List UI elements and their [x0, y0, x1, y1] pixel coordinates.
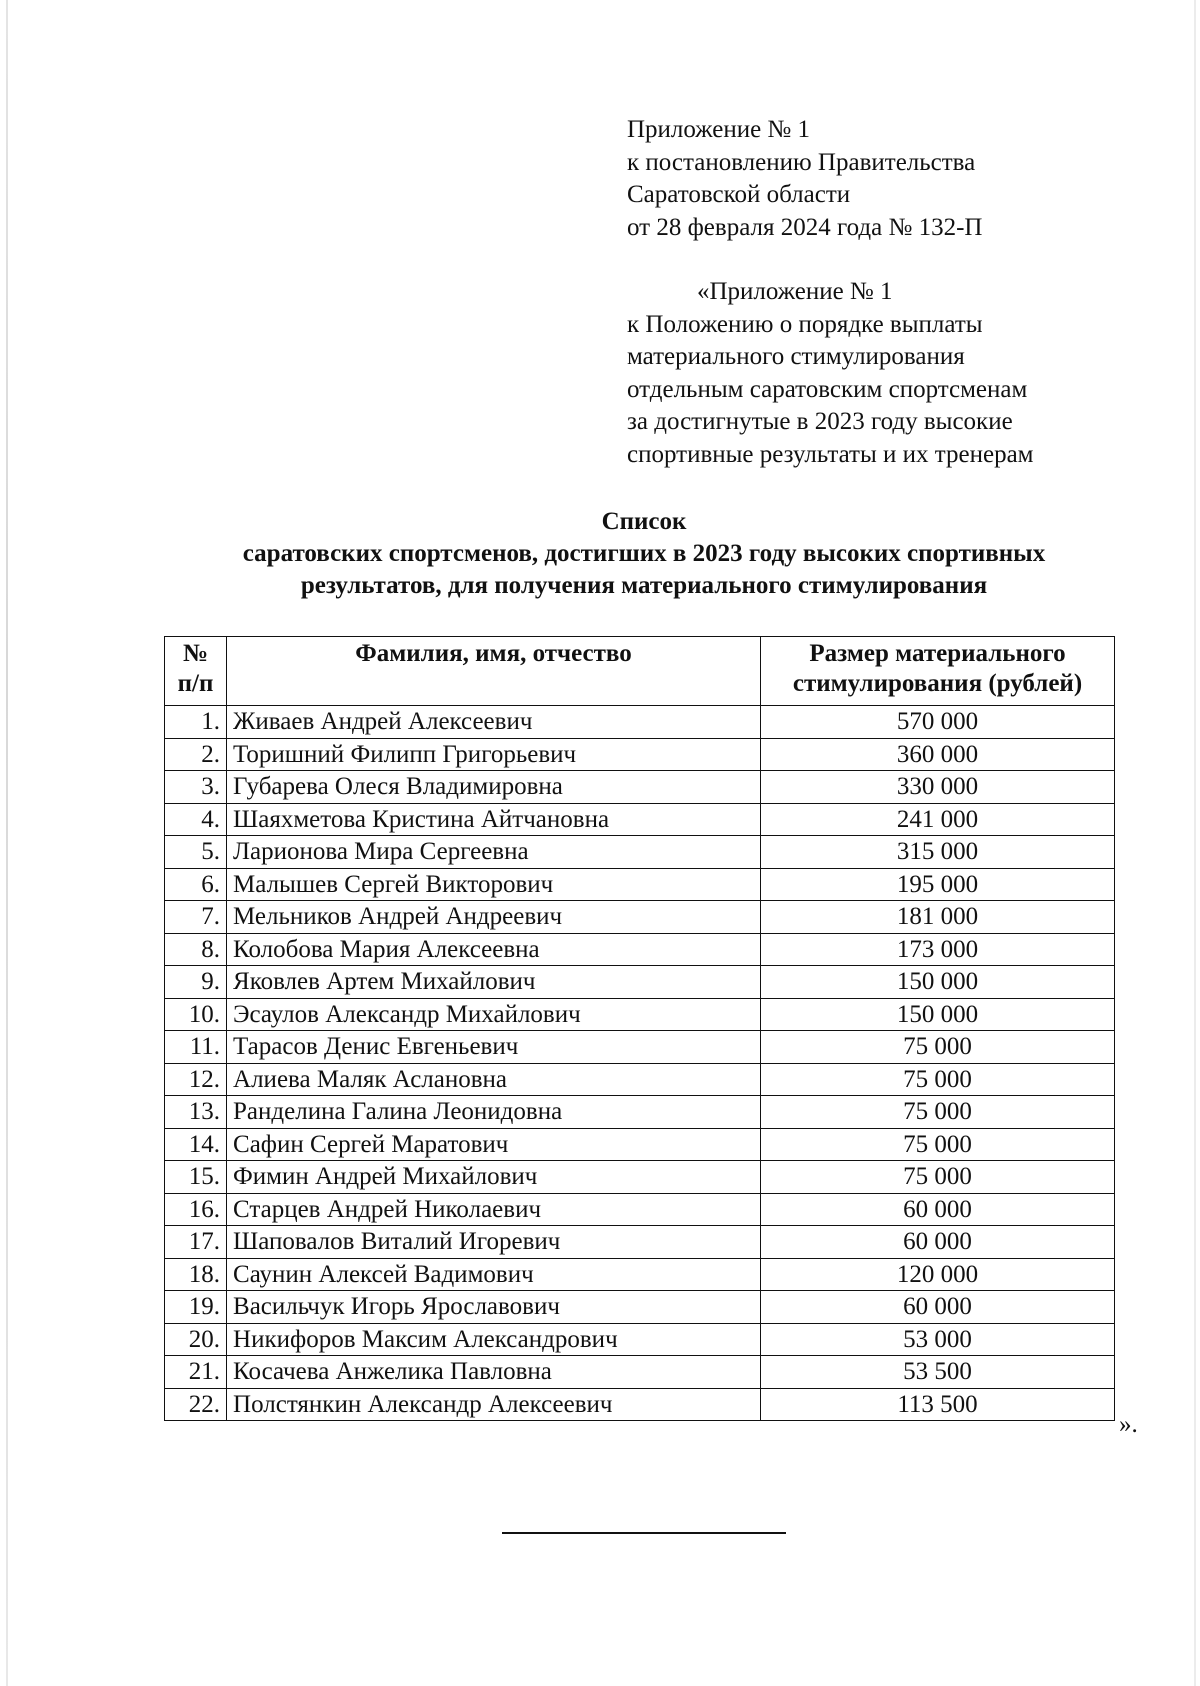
athlete-name: Яковлев Артем Михайлович [227, 966, 761, 999]
award-amount: 195 000 [761, 868, 1115, 901]
header-amount [761, 637, 1115, 706]
header-name-label: Фамилия, имя, отчество [355, 640, 632, 667]
scan-edge-left [6, 0, 8, 1686]
row-number: 10. [165, 998, 227, 1031]
row-number: 4. [165, 803, 227, 836]
table-body [165, 706, 1115, 1421]
award-amount: 570 000 [761, 706, 1115, 739]
row-number: 2. [165, 738, 227, 771]
athlete-name: Шаповалов Виталий Игоревич [227, 1226, 761, 1259]
award-amount: 120 000 [761, 1258, 1115, 1291]
award-amount: 60 000 [761, 1291, 1115, 1324]
table-row [165, 868, 1115, 901]
athlete-name: Шаяхметова Кристина Айтчановна [227, 803, 761, 836]
row-number: 5. [165, 836, 227, 869]
row-number: 16. [165, 1193, 227, 1226]
award-amount: 150 000 [761, 966, 1115, 999]
award-amount: 75 000 [761, 1161, 1115, 1194]
row-number: 1. [165, 706, 227, 739]
award-amount: 360 000 [761, 738, 1115, 771]
appendix-line: Саратовской области [627, 181, 851, 208]
row-number: 12. [165, 1063, 227, 1096]
award-amount: 315 000 [761, 836, 1115, 869]
table-row [165, 1096, 1115, 1129]
header-number-line1: № [182, 640, 209, 667]
regulation-appendix-line: отдельным саратовским спортсменам [627, 375, 1028, 403]
athlete-name: Фимин Андрей Михайлович [227, 1161, 761, 1194]
award-amount: 150 000 [761, 998, 1115, 1031]
regulation-appendix-line: к Положению о порядке выплаты [627, 310, 983, 338]
table-row [165, 1226, 1115, 1259]
document-title [0, 506, 1200, 602]
row-number: 11. [165, 1031, 227, 1064]
award-amount: 60 000 [761, 1226, 1115, 1259]
regulation-appendix-line: спортивные результаты и их тренерам [627, 440, 1034, 468]
award-amount: 75 000 [761, 1063, 1115, 1096]
athlete-name: Мельников Андрей Андреевич [227, 901, 761, 934]
athlete-name: Торишний Филипп Григорьевич [227, 738, 761, 771]
athlete-name: Сафин Сергей Маратович [227, 1128, 761, 1161]
regulation-appendix-line: за достигнутые в 2023 году высокие [627, 408, 1013, 435]
regulation-appendix-header [627, 276, 1033, 471]
row-number: 20. [165, 1323, 227, 1356]
table-row [165, 738, 1115, 771]
table-row [165, 966, 1115, 999]
athlete-name: Васильчук Игорь Ярославович [227, 1291, 761, 1324]
award-amount: 75 000 [761, 1096, 1115, 1129]
header-number [165, 637, 227, 706]
award-amount: 330 000 [761, 771, 1115, 804]
table-row [165, 1161, 1115, 1194]
row-number: 21. [165, 1356, 227, 1389]
row-number: 7. [165, 901, 227, 934]
row-number: 9. [165, 966, 227, 999]
table-row [165, 1356, 1115, 1389]
row-number: 22. [165, 1388, 227, 1421]
athlete-name: Колобова Мария Алексеевна [227, 933, 761, 966]
athlete-name: Саунин Алексей Вадимович [227, 1258, 761, 1291]
award-amount: 241 000 [761, 803, 1115, 836]
table-row [165, 901, 1115, 934]
athlete-name: Тарасов Денис Евгеньевич [227, 1031, 761, 1064]
header-number-line2: п/п [177, 670, 214, 697]
bottom-rule [502, 1532, 786, 1534]
row-number: 17. [165, 1226, 227, 1259]
table-row [165, 1291, 1115, 1324]
row-number: 19. [165, 1291, 227, 1324]
table-row [165, 836, 1115, 869]
table-row [165, 706, 1115, 739]
athlete-name: Полстянкин Александр Алексеевич [227, 1388, 761, 1421]
table-row [165, 1323, 1115, 1356]
award-amount: 75 000 [761, 1128, 1115, 1161]
award-amount: 75 000 [761, 1031, 1115, 1064]
table-row [165, 1388, 1115, 1421]
athlete-name: Алиева Маляк Аслановна [227, 1063, 761, 1096]
header-name [227, 637, 761, 706]
row-number: 13. [165, 1096, 227, 1129]
table-row [165, 1128, 1115, 1161]
table-row [165, 1031, 1115, 1064]
row-number: 15. [165, 1161, 227, 1194]
table-row [165, 1258, 1115, 1291]
athlete-name: Ранделина Галина Леонидовна [227, 1096, 761, 1129]
table-row [165, 803, 1115, 836]
header-amount-line2: стимулирования (рублей) [792, 670, 1083, 697]
appendix-line: к постановлению Правительства [627, 148, 976, 176]
row-number: 18. [165, 1258, 227, 1291]
athlete-name: Живаев Андрей Алексеевич [227, 706, 761, 739]
table-row [165, 933, 1115, 966]
title-line: результатов, для получения материального стимулирования [300, 572, 988, 599]
award-amount: 181 000 [761, 901, 1115, 934]
athlete-name: Эсаулов Александр Михайлович [227, 998, 761, 1031]
table-row [165, 998, 1115, 1031]
regulation-appendix-line: материального стимулирования [627, 343, 965, 370]
table-row [165, 771, 1115, 804]
appendix-line: Приложение № 1 [627, 116, 811, 143]
athlete-name: Малышев Сергей Викторович [227, 868, 761, 901]
closing-quote: ». [1119, 1411, 1138, 1438]
athlete-name: Старцев Андрей Николаевич [227, 1193, 761, 1226]
table-row [165, 1193, 1115, 1226]
table-row [165, 1063, 1115, 1096]
athlete-name: Косачева Анжелика Павловна [227, 1356, 761, 1389]
title-line: Список [601, 508, 687, 535]
row-number: 8. [165, 933, 227, 966]
header-amount-line1: Размер материального [809, 640, 1066, 667]
appendix-line: от 28 февраля 2024 года № 132-П [627, 213, 983, 241]
table-header-row [165, 637, 1115, 706]
athlete-name: Ларионова Мира Сергеевна [227, 836, 761, 869]
award-amount: 53 000 [761, 1323, 1115, 1356]
row-number: 6. [165, 868, 227, 901]
row-number: 14. [165, 1128, 227, 1161]
award-amount: 60 000 [761, 1193, 1115, 1226]
scan-edge-right [1194, 0, 1196, 1686]
athlete-name: Никифоров Максим Александрович [227, 1323, 761, 1356]
athletes-table [164, 636, 1115, 1421]
regulation-appendix-line: «Приложение № 1 [697, 278, 893, 305]
award-amount: 113 500 [761, 1388, 1115, 1421]
appendix-header [627, 114, 982, 244]
title-line: саратовских спортсменов, достигших в 2023 году высоких спортивных [242, 540, 1046, 567]
award-amount: 173 000 [761, 933, 1115, 966]
row-number: 3. [165, 771, 227, 804]
athlete-name: Губарева Олеся Владимировна [227, 771, 761, 804]
award-amount: 53 500 [761, 1356, 1115, 1389]
